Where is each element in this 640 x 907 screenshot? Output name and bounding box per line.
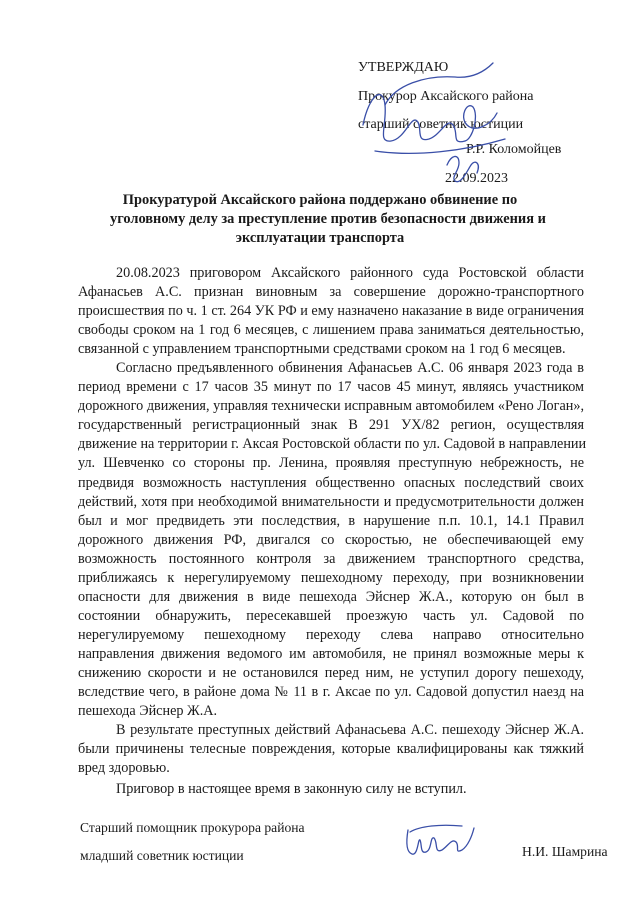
body-line: приближаясь к нерегулируемому пешеходному переходу, при возникновении — [78, 569, 584, 586]
body-line: вследствие чего, в районе дома № 11 в г. Аксае по ул. Садовой допустил наезд на — [78, 684, 584, 701]
footer-name: Н.И. Шамрина — [522, 844, 608, 859]
footer-position: Старший помощник прокурора района — [80, 820, 305, 835]
body-line: направления движения ведомого им автомобиля, не принял возможные меры к — [78, 645, 584, 662]
body-line: снижению скорости и не остановился перед ним, не уступил дорогу пешеходу, — [78, 664, 584, 681]
approval-date: 22.09.2023 — [445, 171, 508, 186]
body-line: действий, хотя при необходимой внимательности и предусмотрительности должен — [78, 493, 584, 510]
prosecutor-signature — [355, 55, 525, 190]
body-line: пешехода Эйснер Ж.А. — [78, 703, 218, 720]
body-line: дорожного движения РФ, двигался со скоростью, не обеспечивающей ему — [78, 531, 584, 548]
body-line: государственный регистрационный знак В 291 УХ/82 регион, осуществляя — [78, 417, 584, 434]
paragraph-status — [78, 780, 584, 799]
body-line: свободы сроком на 1 год 6 месяцев, с лишением права заниматься деятельностью, — [78, 322, 584, 339]
body-line: состоянии обнаружить, пересекавшей проезжую часть ул. Садовой по — [78, 607, 584, 624]
title-line: эксплуатации транспорта — [235, 230, 405, 246]
document-title — [110, 191, 546, 248]
approval-rank: старший советник юстиции — [358, 117, 524, 132]
document-body — [78, 264, 587, 799]
paragraph-charge — [78, 359, 587, 721]
body-line: 20.08.2023 приговором Аксайского районного суда Ростовской области — [116, 265, 584, 281]
body-line: движение на территории г. Аксая Ростовской области по ул. Садовой в направлении — [78, 436, 587, 453]
body-line: связанной с управлением транспортными средствами сроком на 1 год 6 месяцев. — [78, 341, 566, 358]
footer-rank: младший советник юстиции — [80, 848, 244, 863]
body-line: опасности для движения в виде пешехода Эйснер Ж.А., которую он был в — [78, 588, 584, 605]
assistant-signature — [400, 818, 480, 868]
body-line: В результате преступных действий Афанасьева А.С. пешеходу Эйснер Ж.А. — [116, 722, 584, 739]
body-line: предвидя возможность наступления общественно опасных последствий своих — [78, 474, 584, 491]
body-line: был и мог предвидеть эти последствия, в нарушение п.п. 10.1, 14.1 Правил — [78, 512, 584, 529]
body-line: возможность постоянного контроля за движением транспортного средства, — [78, 550, 584, 567]
paragraph-consequences — [78, 721, 584, 778]
approval-name: Р.Р. Коломойцев — [466, 142, 562, 157]
body-line: нерегулируемому пешеходному переходу слева направо относительно — [78, 626, 584, 643]
title-line: Прокуратурой Аксайского района поддержано обвинение по — [122, 192, 518, 208]
body-line: Приговор в настоящее время в законную силу не вступил. — [116, 781, 467, 798]
body-line: Согласно предъявленного обвинения Афанасьев А.С. 06 января 2023 года в — [116, 360, 584, 377]
body-line: дорожного движения, управляя технически исправным автомобилем «Рено Логан», — [78, 398, 584, 415]
approval-heading: УТВЕРЖДАЮ — [358, 60, 449, 75]
title-line: уголовному делу за преступление против безопасности движения и — [110, 211, 546, 227]
body-line: ул. Шевченко со стороны пр. Ленина, проявляя преступную небрежность, не — [78, 455, 584, 472]
body-line: период времени с 17 часов 35 минут по 17 часов 45 минут, являясь участником — [78, 379, 584, 396]
body-line: происшествия по ч. 1 ст. 264 УК РФ и ему назначено наказание в виде ограничения — [78, 303, 584, 320]
body-line: Афанасьев А.С. признан виновным за совершение дорожно-транспортного — [78, 284, 584, 301]
body-line: вред здоровью. — [78, 760, 170, 777]
approval-position: Прокурор Аксайского района — [358, 89, 534, 104]
paragraph-verdict — [78, 264, 584, 359]
body-line: были причинены телесные повреждения, которые квалифицированы как тяжкий — [78, 741, 584, 758]
